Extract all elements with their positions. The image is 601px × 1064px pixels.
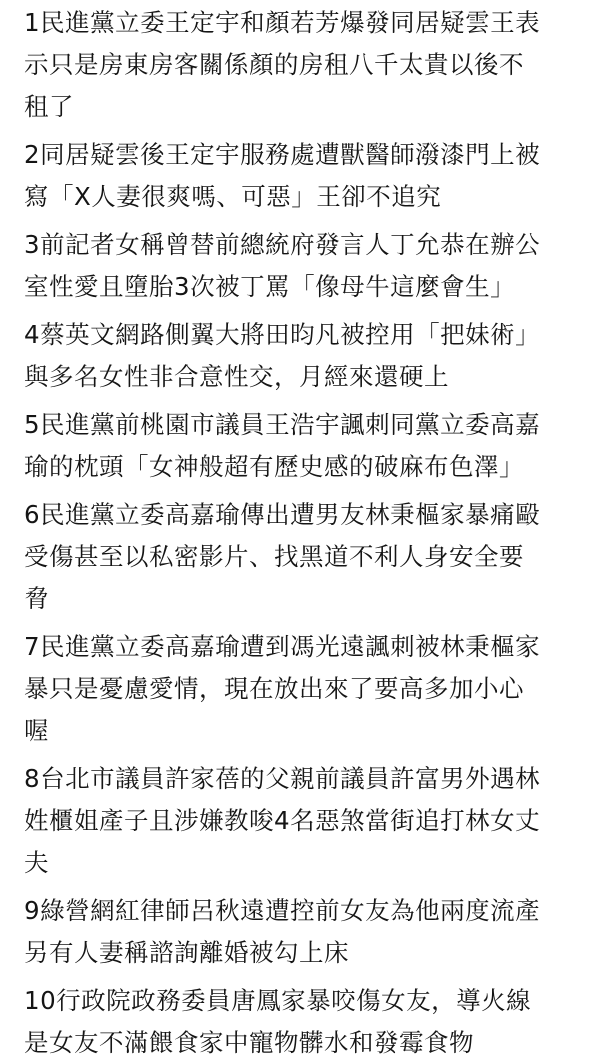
list-item-line: 4蔡英文網路側翼大將田昀凡被控用「把妹術」 <box>24 320 541 349</box>
list-item-line: 另有人妻稱諮詢離婚被勾上床 <box>24 938 349 967</box>
list-item-line: 7民進黨立委高嘉瑜遭到馮光遠諷刺被林秉樞家 <box>24 632 541 661</box>
list-item-line: 租了 <box>24 92 74 121</box>
list-item-5 <box>24 404 587 488</box>
list-item-2 <box>24 134 587 218</box>
list-item-line: 3前記者女稱曾替前總統府發言人丁允恭在辦公 <box>24 230 541 259</box>
list-item-9 <box>24 890 587 974</box>
list-item-7 <box>24 626 587 752</box>
list-item-line: 脅 <box>24 584 49 613</box>
list-item-4 <box>24 314 587 398</box>
list-item-line: 暴只是憂慮愛情，現在放出來了要高多加小心 <box>24 674 524 703</box>
list-item-line: 姓櫃姐產子且涉嫌教唆4名惡煞當街追打林女丈 <box>24 806 541 835</box>
list-item-6 <box>24 494 587 620</box>
list-item-line: 寫「X人妻很爽嗎、可惡」王卻不追究 <box>24 182 442 211</box>
list-item-line: 1民進黨立委王定宇和顏若芳爆發同居疑雲王表 <box>24 8 541 37</box>
list-item-line: 受傷甚至以私密影片、找黑道不利人身安全要 <box>24 542 524 571</box>
list-item-line: 6民進黨立委高嘉瑜傳出遭男友林秉樞家暴痛毆 <box>24 500 541 529</box>
list-item-8 <box>24 758 587 884</box>
list-item-line: 與多名女性非合意性交，月經來還硬上 <box>24 362 449 391</box>
list-item-10 <box>24 980 587 1064</box>
list-item-line: 是女友不滿餵食家中寵物髒水和發霉食物 <box>24 1028 474 1057</box>
list-item-line: 室性愛且墮胎3次被丁罵「像母牛這麼會生」 <box>24 272 516 301</box>
list-item-line: 夫 <box>24 848 49 877</box>
list-item-line: 示只是房東房客關係顏的房租八千太貴以後不 <box>24 50 524 79</box>
list-item-line: 2同居疑雲後王定宇服務處遭獸醫師潑漆門上被 <box>24 140 541 169</box>
list-item-line: 5民進黨前桃園市議員王浩宇諷刺同黨立委高嘉 <box>24 410 541 439</box>
list-item-line: 喔 <box>24 716 49 745</box>
list-item-1 <box>24 2 587 128</box>
list-item-3 <box>24 224 587 308</box>
list-item-line: 瑜的枕頭「女神般超有歷史感的破麻布色澤」 <box>24 452 524 481</box>
list-item-line: 9綠營網紅律師呂秋遠遭控前女友為他兩度流產 <box>24 896 541 925</box>
list-item-line: 8台北市議員許家蓓的父親前議員許富男外遇林 <box>24 764 541 793</box>
list-item-line: 10行政院政務委員唐鳳家暴咬傷女友，導火線 <box>24 986 532 1015</box>
